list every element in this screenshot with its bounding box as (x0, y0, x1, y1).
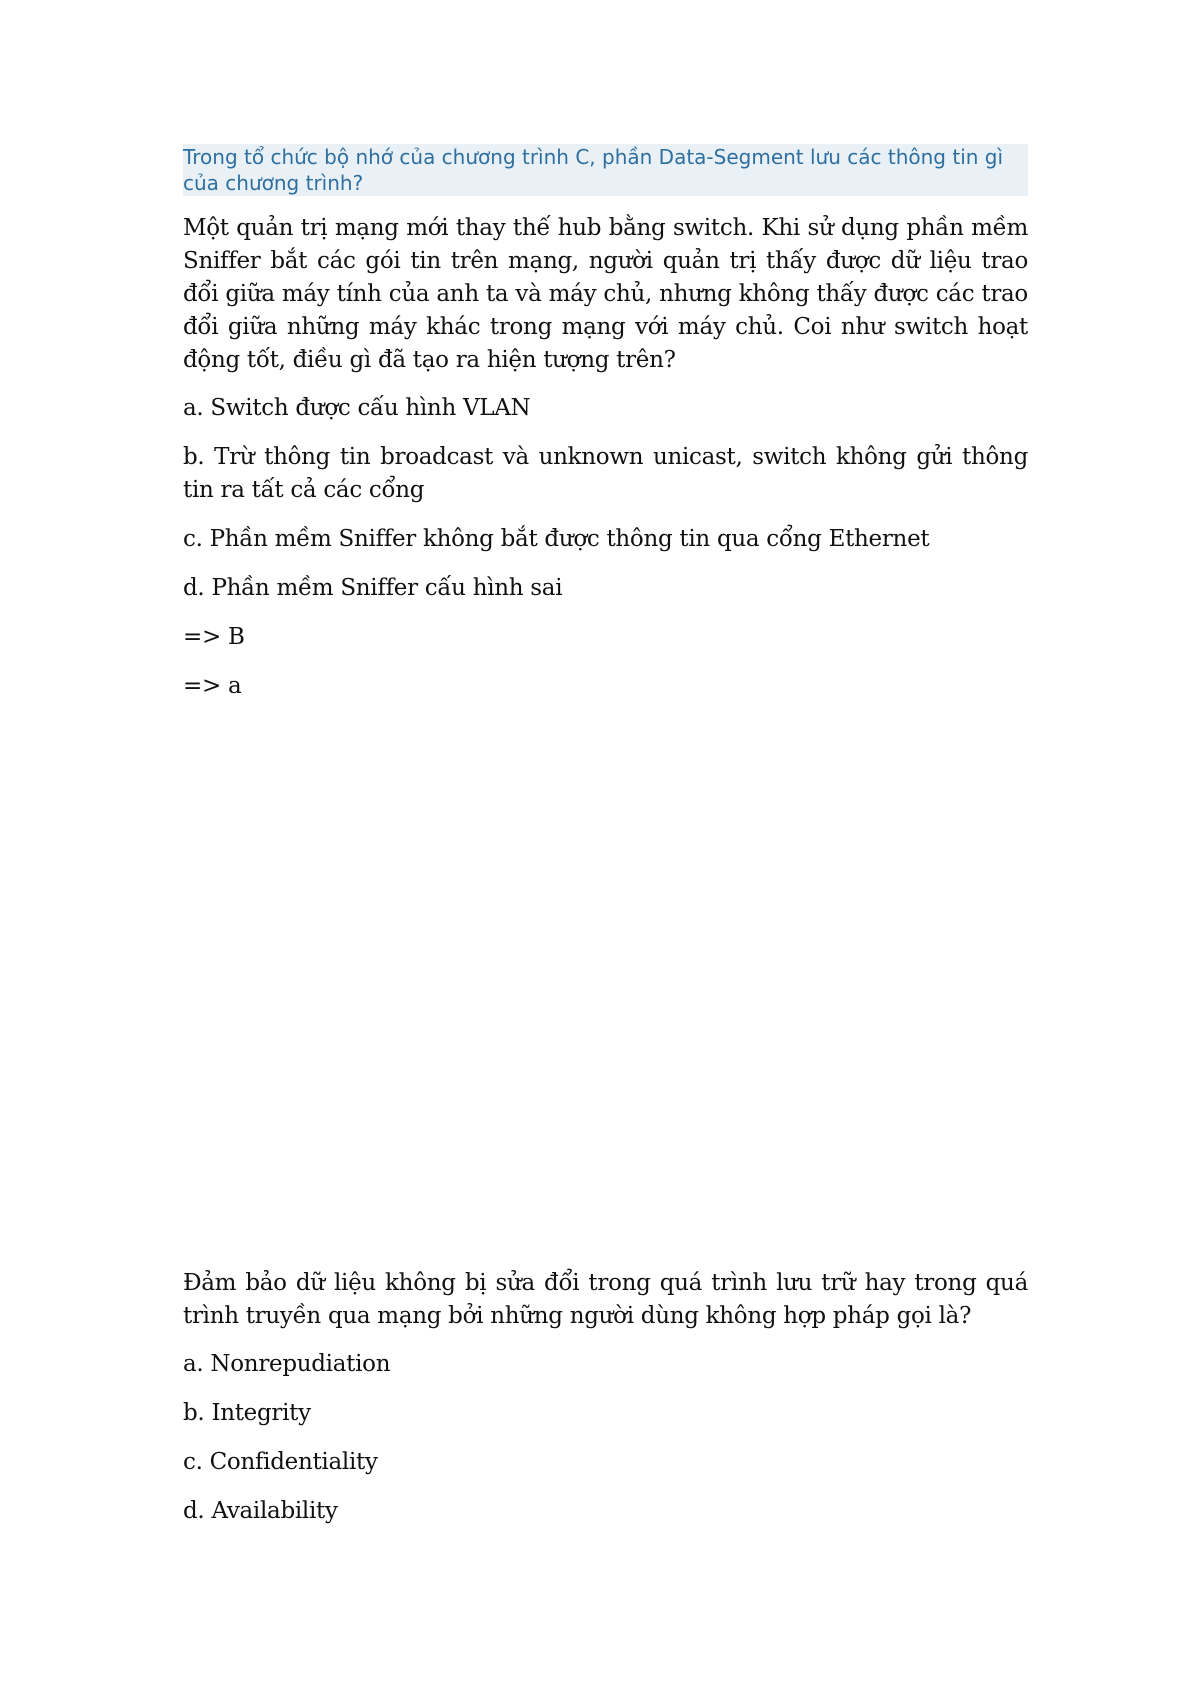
question-1-answer-1: => B (183, 624, 245, 650)
question-1-option-a: a. Switch được cấu hình VLAN (183, 395, 531, 421)
question-1-option-d: d. Phần mềm Sniffer cấu hình sai (183, 575, 563, 601)
question-2-option-a: a. Nonrepudiation (183, 1351, 391, 1377)
question-2-option-c: c. Confidentiality (183, 1449, 378, 1475)
question-1-option-b: b. Trừ thông tin broadcast và unknown unicast, switch không gửi thông tin ra tất cả các cổng (183, 444, 1028, 503)
question-1-text: Một quản trị mạng mới thay thế hub bằng switch. Khi sử dụng phần mềm Sniffer bắt các gói tin trên mạng, người quản trị thấy được dữ liệu trao đổi giữa máy tính của anh ta và máy chủ, nhưng không thấy được các trao đổi giữa những máy khác trong mạng với máy chủ. Coi như switch hoạt động tốt, điều gì đã tạo ra hiện tượng trên? (183, 215, 1028, 373)
question-2-option-b: b. Integrity (183, 1400, 311, 1426)
question-1-option-c: c. Phần mềm Sniffer không bắt được thông tin qua cổng Ethernet (183, 526, 930, 552)
question-block-2 (183, 1267, 1028, 1544)
question-2-text: Đảm bảo dữ liệu không bị sửa đổi trong quá trình lưu trữ hay trong quá trình truyền qua mạng bởi những người dùng không hợp pháp gọi là? (183, 1270, 1028, 1329)
question-1-answer-2: => a (183, 673, 242, 699)
question-block-1 (183, 212, 1028, 719)
question-2-option-d: d. Availability (183, 1498, 338, 1524)
highlighted-question: Trong tổ chức bộ nhớ của chương trình C, phần Data-Segment lưu các thông tin gì của chương trình? (183, 144, 1028, 196)
